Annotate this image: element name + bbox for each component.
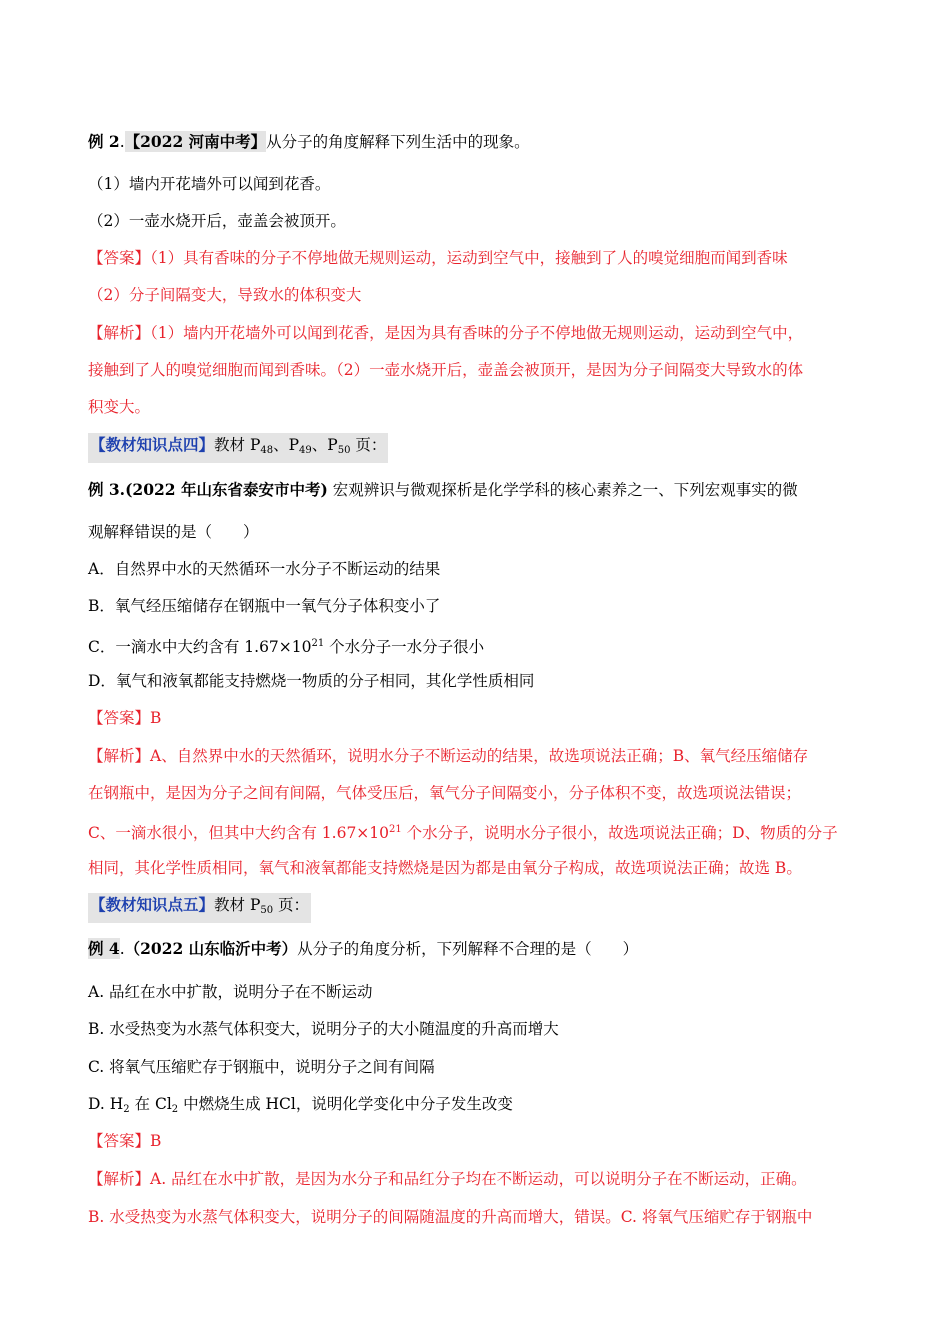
ex4-option-b: B. 水受热变为水蒸气体积变大，说明分子的大小随温度的升高而增大 [88, 1020, 559, 1038]
ex2-question-text: 从分子的角度解释下列生活中的现象。 [266, 133, 530, 151]
kp5-tag: 【教材知识点五】 [90, 895, 215, 914]
ex3-source: (2022 年山东省泰安市中考) [125, 480, 328, 499]
ex2-source: 【2022 河南中考】 [124, 132, 267, 151]
ex2-analysis: 【解析】（1）墙内开花墙外可以闻到花香，是因为具有香味的分子不停地做无规则运动，运动到空气中， [88, 324, 804, 342]
ex2-analysis-line-2: 接触到了人的嗅觉细胞而闻到香味。（2）一壶水烧开后，壶盖会被顶开，是因为分子间隔变大导致水的体 [88, 361, 804, 379]
ex3-answer: 【答案】B [88, 709, 162, 727]
ex3-analysis-line-3: C、一滴水很小，但其中大约含有 $1.67\times 10^{21}$ 个水分子，说明水分子很小，故选项说法正确；D、物质的分子 [88, 824, 838, 842]
kp4-tag: 【教材知识点四】 [90, 435, 215, 454]
ex4-label: 例 4 [88, 939, 120, 958]
ex2-item-2: （2）一壶水烧开后，壶盖会被顶开。 [88, 212, 346, 230]
ex3-analysis-line-4: 相同，其化学性质相同，氧气和液氧都能支持燃烧是因为都是由氧分子构成，故选项说法正确；故选 B。 [88, 859, 802, 877]
ex4-option-d: D. $H_2$ 在 $Cl_2$ 中燃烧生成 HCl，说明化学变化中分子发生改变 [88, 1095, 513, 1115]
ex3-label: 例 3. [88, 480, 126, 499]
ex4-analysis-line-2: B. 水受热变为水蒸气体积变大，说明分子的间隔随温度的升高而增大，错误。C. 将氧气压缩贮存于钢瓶中 [88, 1208, 813, 1226]
knowledge-point-5: 【教材知识点五】教材 $P_{50}$ 页： [88, 893, 880, 923]
knowledge-point-4: 【教材知识点四】教材 $P_{48}$、$P_{49}$、$P_{50}$ 页： [88, 433, 880, 463]
ex4-question: 例 4.（2022 山东临沂中考）从分子的角度分析，下列解释不合理的是（ ） [88, 939, 639, 958]
ex2-analysis-line-3: 积变大。 [88, 398, 151, 416]
ex3-option-b: B．氧气经压缩储存在钢瓶中一氧气分子体积变小了 [88, 597, 441, 615]
ex3-analysis: 【解析】A、自然界中水的天然循环，说明水分子不断运动的结果，故选项说法正确；B、氧气经压缩储存 [88, 747, 809, 765]
ex3-analysis-line-2: 在钢瓶中，是因为分子之间有间隔，气体受压后，氧气分子间隔变小，分子体积不变，故选项说法错误； [88, 784, 802, 802]
ex4-option-a: A. 品红在水中扩散，说明分子在不断运动 [88, 983, 373, 1001]
ex2-answer-line-2: （2）分子间隔变大，导致水的体积变大 [88, 286, 362, 304]
ex3-question-line-2: 观解释错误的是（ ） [88, 523, 259, 541]
ex4-analysis: 【解析】A. 品红在水中扩散，是因为水分子和品红分子均在不断运动，可以说明分子在不断运动，正确。 [88, 1170, 807, 1188]
ex2-label: 例 2 [88, 132, 120, 151]
ex3-option-c: C．一滴水中大约含有 $1.67\times 10^{21}$ 个水分子一水分子很小 [88, 638, 485, 656]
ex3-question: 例 3.(2022 年山东省泰安市中考) 宏观辨识与微观探析是化学学科的核心素养之一、下列宏观事实的微 [88, 480, 798, 499]
ex2-item-1: （1）墙内开花墙外可以闻到花香。 [88, 175, 331, 193]
ex4-option-c: C. 将氧气压缩贮存于钢瓶中，说明分子之间有间隔 [88, 1058, 435, 1076]
ex3-option-a: A．自然界中水的天然循环一水分子不断运动的结果 [88, 560, 441, 578]
ex2-question: 例 2.【2022 河南中考】从分子的角度解释下列生活中的现象。 [88, 132, 530, 151]
ex4-answer: 【答案】B [88, 1132, 162, 1150]
ex4-source: （2022 山东临沂中考） [124, 939, 298, 958]
ex2-answer: 【答案】（1）具有香味的分子不停地做无规则运动，运动到空气中，接触到了人的嗅觉细胞而闻到香味 [88, 249, 788, 267]
ex3-option-d: D．氧气和液氧都能支持燃烧一物质的分子相同，其化学性质相同 [88, 672, 535, 690]
